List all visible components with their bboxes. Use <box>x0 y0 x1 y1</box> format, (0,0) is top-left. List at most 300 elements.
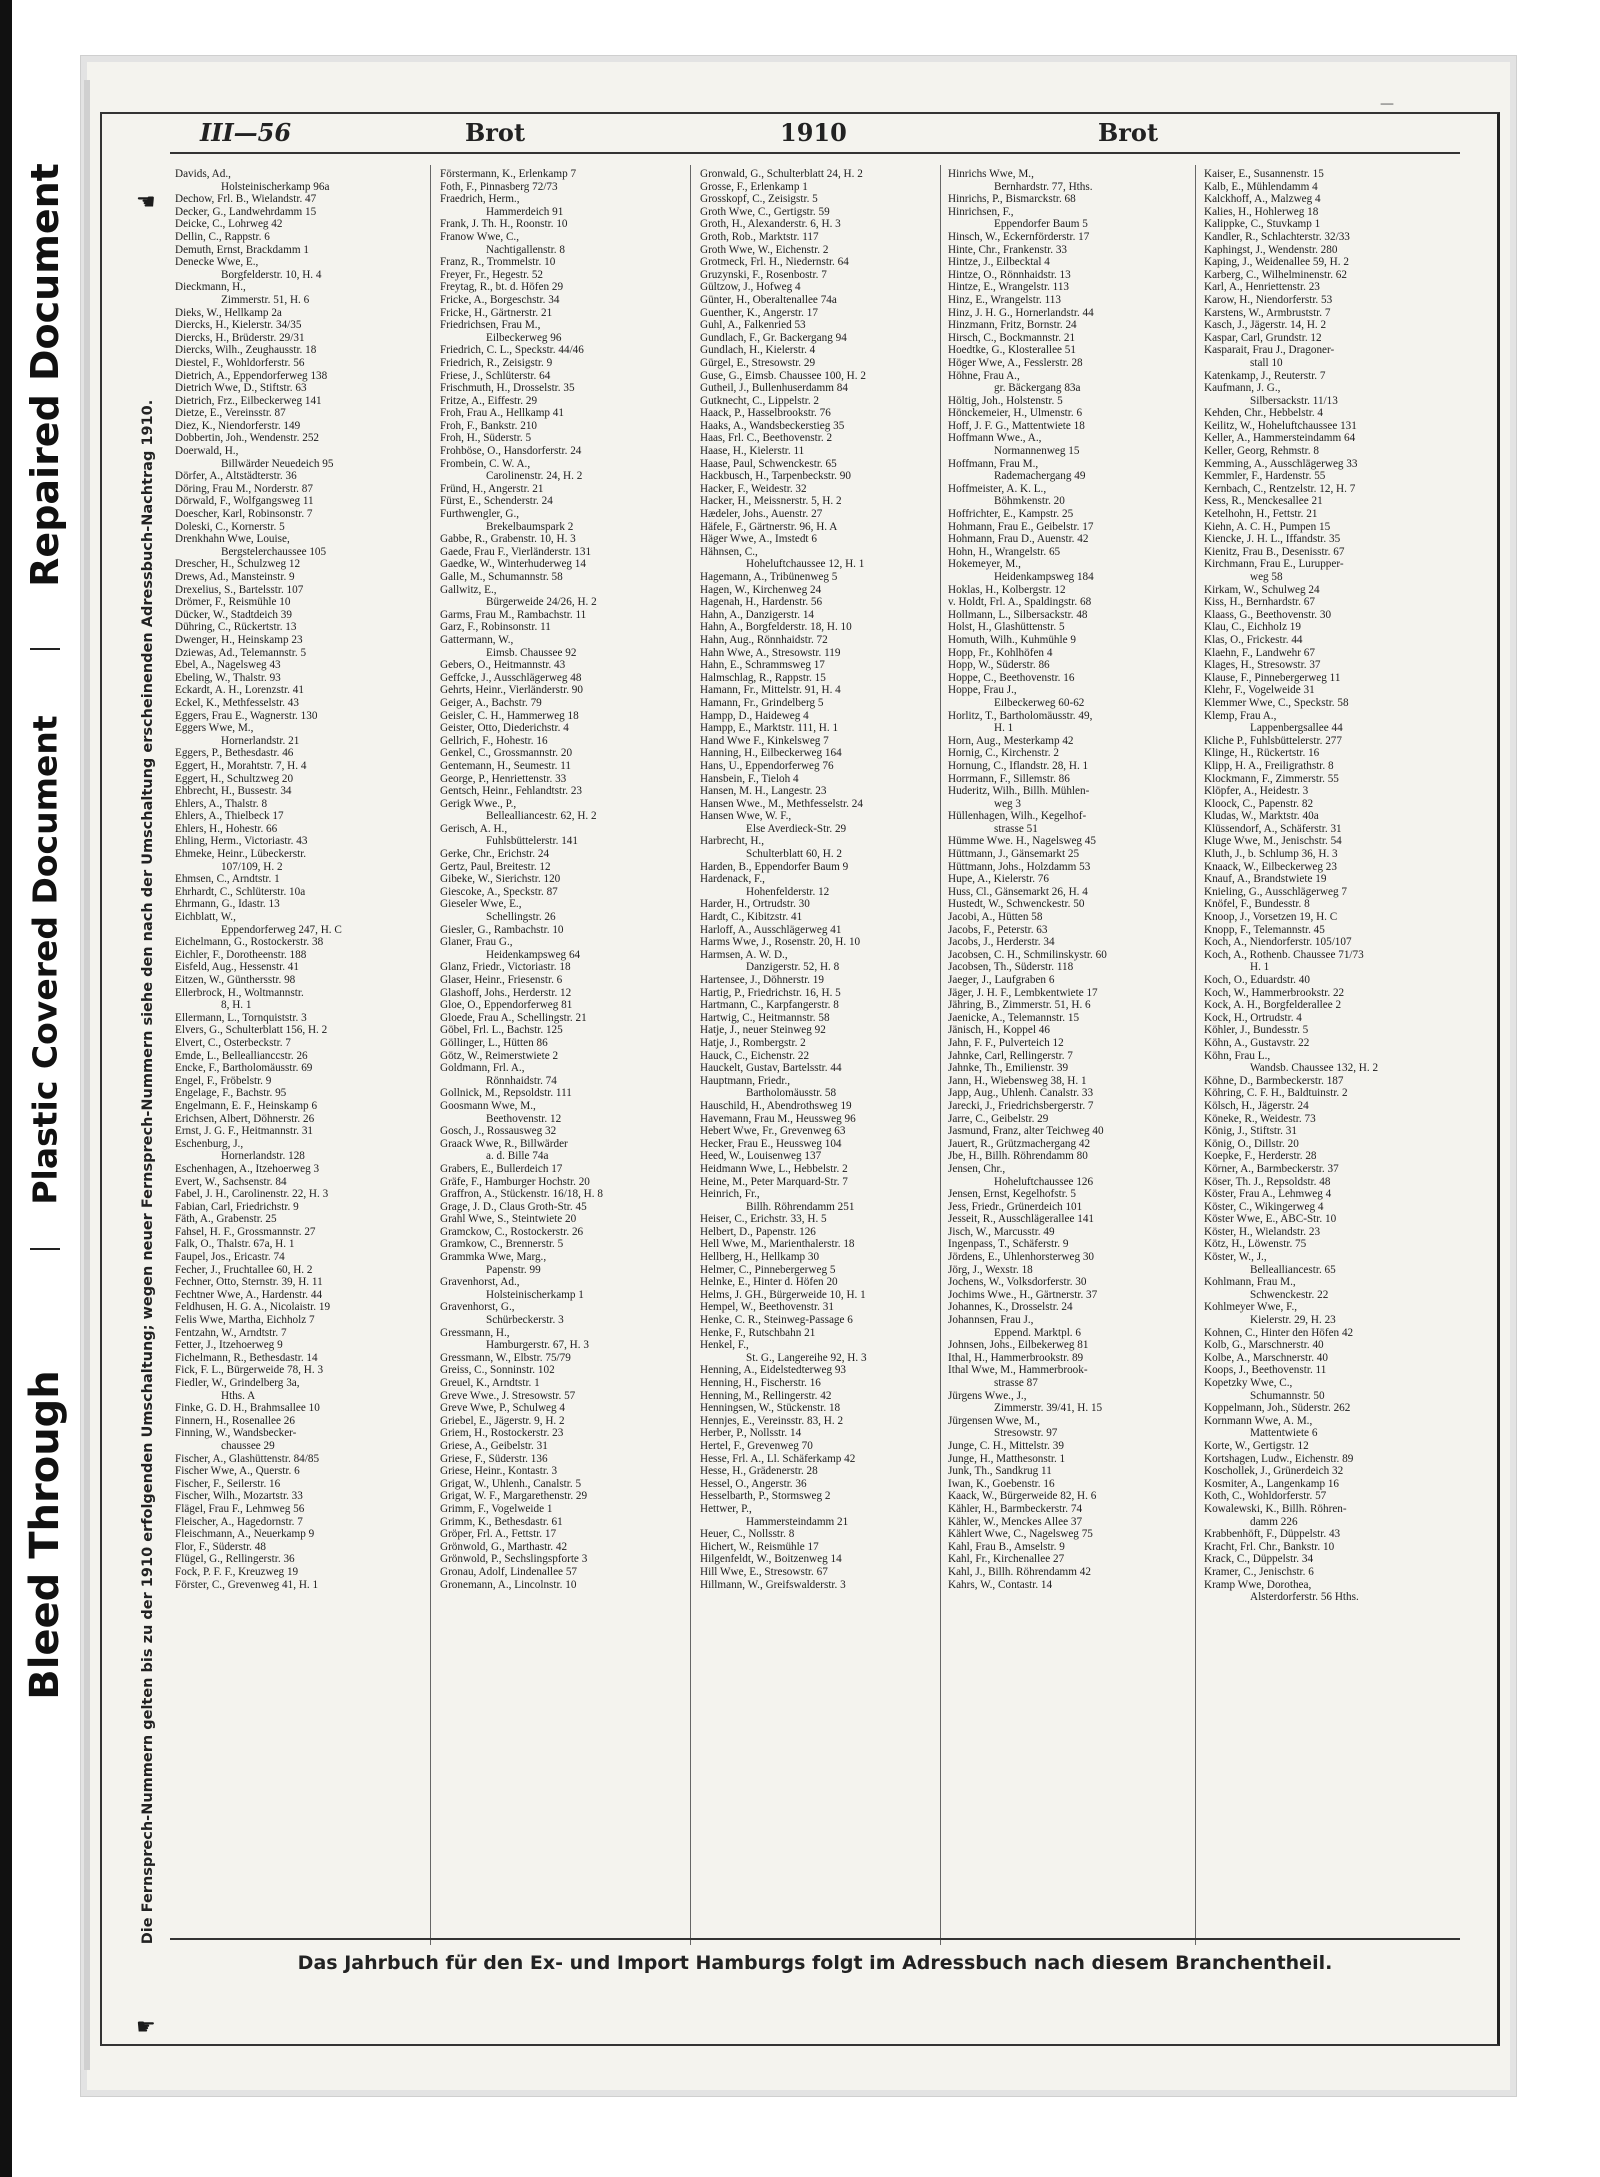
directory-entry: Frank, J. Th. H., Roonstr. 10 <box>440 218 568 231</box>
directory-entry: Hähnsen, C., <box>700 545 758 558</box>
directory-entry: Hettwer, P., <box>700 1502 752 1515</box>
directory-entry: Ebel, A., Nagelsweg 43 <box>175 659 281 672</box>
directory-entry: Förster, C., Grevenweg 41, H. 1 <box>175 1578 319 1591</box>
directory-entry: Kosmiter, A., Langenkamp 16 <box>1204 1477 1340 1490</box>
directory-entry: Harbrecht, H., <box>700 835 764 848</box>
directory-entry: Haack, P., Hasselbrookstr. 76 <box>700 407 831 420</box>
directory-entry: Hoheluftchaussee 12, H. 1 <box>746 558 865 571</box>
directory-entry: Kornmann Wwe, A. M., <box>1204 1414 1313 1427</box>
directory-entry: Köhring, C. F. H., Baldtuinstr. 2 <box>1204 1087 1348 1100</box>
directory-entry: Friedrich, C. L., Speckstr. 44/46 <box>440 344 584 357</box>
directory-entry: Koops, J., Beethovenstr. 11 <box>1204 1364 1327 1377</box>
directory-entry: Jensen, Chr., <box>948 1162 1006 1175</box>
directory-entry: Köneke, R., Weidestr. 73 <box>1204 1112 1316 1125</box>
directory-entry: Hecker, Frau E., Heussweg 104 <box>700 1137 842 1150</box>
directory-entry: Jarecki, J., Friedrichsbergerstr. 7 <box>948 1099 1094 1112</box>
directory-entry: Jasmund, Franz, alter Teichweg 40 <box>948 1125 1104 1138</box>
directory-entry: Doleski, C., Kornerstr. 5 <box>175 520 285 533</box>
directory-entry: König, O., Dillstr. 20 <box>1204 1137 1299 1150</box>
directory-entry: Kaiser, E., Susannenstr. 15 <box>1204 168 1324 180</box>
directory-entry: Frischmuth, H., Drosselstr. 35 <box>440 382 575 395</box>
directory-entry: Kahl, J., Billh. Röhrendamm 42 <box>948 1565 1091 1578</box>
directory-entry: Elvert, C., Osterbeckstr. 7 <box>175 1036 291 1049</box>
directory-entry: Emde, L., Belleallianccstr. 26 <box>175 1049 308 1062</box>
directory-entry: Keller, Georg, Rehmstr. 8 <box>1204 445 1319 458</box>
directory-entry: Goosmann Wwe, M., <box>440 1099 536 1112</box>
directory-entry: Grabers, E., Bullerdeich 17 <box>440 1162 563 1175</box>
directory-entry: Eggers Wwe, M., <box>175 722 254 735</box>
directory-entry: Kaufmann, J. G., <box>1204 382 1281 395</box>
directory-entry: Engel, F., Fröbelstr. 9 <box>175 1074 272 1087</box>
directory-entry: Gloe, O., Eppendorferweg 81 <box>440 999 573 1012</box>
directory-entry: Kahl, Fr., Kirchenallee 27 <box>948 1553 1065 1566</box>
directory-entry: 8, H. 1 <box>221 999 252 1012</box>
directory-entry: Ehlers, H., Hohestr. 66 <box>175 822 278 835</box>
directory-entry: Feldhusen, H. G. A., Nicolaistr. 19 <box>175 1301 331 1314</box>
directory-entry: Schürbeckerstr. 3 <box>486 1314 564 1327</box>
directory-entry: Eppendorferweg 247, H. C <box>221 923 342 936</box>
directory-entry: Haase, H., Kielerstr. 11 <box>700 445 805 458</box>
directory-entry: Fleischer, A., Hagedornstr. 7 <box>175 1515 303 1528</box>
directory-entry: Ehling, Herm., Victoriastr. 43 <box>175 835 308 848</box>
directory-entry: Griebel, E., Jägerstr. 9, H. 2 <box>440 1414 565 1427</box>
directory-entry: Koth, C., Wohldorferstr. 57 <box>1204 1490 1327 1503</box>
directory-entry: H. 1 <box>1250 961 1270 974</box>
directory-entry: Fecher, J., Fruchtallee 60, H. 2 <box>175 1263 313 1276</box>
directory-entry: Hintze, O., Rönnhaidstr. 13 <box>948 268 1071 281</box>
directory-entry: Günter, H., Oberaltenallee 74a <box>700 293 837 306</box>
directory-entry: Dellin, C., Rappstr. 6 <box>175 230 270 243</box>
directory-entry: Kemmler, F., Hardenstr. 55 <box>1204 470 1326 483</box>
directory-entry: Koch, A., Rothenb. Chaussee 71/73 <box>1204 948 1364 961</box>
directory-entry: Gronemann, A., Lincolnstr. 10 <box>440 1578 577 1591</box>
directory-entry: H. 1 <box>994 722 1014 735</box>
directory-entry: Griese, A., Geibelstr. 31 <box>440 1439 548 1452</box>
directory-entry: Köhne, D., Barmbeckerstr. 187 <box>1204 1074 1344 1087</box>
directory-entry: Faupel, Jos., Ericastr. 74 <box>175 1251 285 1264</box>
directory-entry: Helnke, E., Hinter d. Höfen 20 <box>700 1276 838 1289</box>
directory-entry: Kiencke, J. H. L., Iffandstr. 35 <box>1204 533 1341 546</box>
directory-entry: Fabel, J. H., Carolinenstr. 22, H. 3 <box>175 1188 329 1201</box>
directory-entry: Kloock, C., Papenstr. 82 <box>1204 797 1314 810</box>
directory-entry: Fock, P. F. F., Kreuzweg 19 <box>175 1565 299 1578</box>
directory-entry: Harder, H., Ortrudstr. 30 <box>700 898 810 911</box>
directory-entry: Kielerstr. 29, H. 23 <box>1250 1314 1336 1327</box>
directory-entry: Eggers, P., Bethesdastr. 46 <box>175 747 294 760</box>
directory-entry: Huderitz, Wilh., Billh. Mühlen- <box>948 785 1090 798</box>
directory-entry: Gutknecht, C., Lippelstr. 2 <box>700 394 820 407</box>
directory-entry: Felis Wwe, Martha, Eichholz 7 <box>175 1314 315 1327</box>
directory-entry: Freyer, Fr., Hegestr. 52 <box>440 268 544 281</box>
directory-entry: Jann, H., Wiebensweg 38, H. 1 <box>948 1074 1087 1087</box>
directory-entry: Doescher, Karl, Robinsonstr. 7 <box>175 508 313 521</box>
pointing-hand-icon: ☛ <box>136 2015 156 2040</box>
tag-separator <box>30 648 60 650</box>
directory-entry: Homuth, Wilh., Kuhmühle 9 <box>948 633 1076 646</box>
directory-entry: Eichelmann, G., Rostockerstr. 38 <box>175 936 324 949</box>
tag-plastic-label: Plastic Covered Document <box>25 715 65 1205</box>
header-rule <box>170 152 1460 154</box>
directory-entry: Gutheil, J., Bullenhuserdamm 84 <box>700 382 848 395</box>
directory-entry: Hansbein, F., Tieloh 4 <box>700 772 799 785</box>
directory-entry: Jochims Wwe., H., Gärtnerstr. 37 <box>948 1288 1098 1301</box>
directory-entry: Gravenhorst, Ad., <box>440 1276 520 1289</box>
directory-entry: Haase, Paul, Schwenckestr. 65 <box>700 457 837 470</box>
directory-entry: Eggert, H., Schultzweg 20 <box>175 772 294 785</box>
directory-entry: Klehr, F., Vogelweide 31 <box>1204 684 1315 697</box>
directory-entry: Kemming, A., Ausschlägerweg 33 <box>1204 457 1358 470</box>
directory-entry: Griese, F., Süderstr. 136 <box>440 1452 548 1465</box>
directory-entry: Giescoke, A., Speckstr. 87 <box>440 885 558 898</box>
directory-entry: Hoffmeister, A. K. L., <box>948 482 1047 495</box>
directory-entry: Hollmann, L., Silbersackstr. 48 <box>948 608 1088 621</box>
directory-entry: Gürgel, E., Stresowstr. 29 <box>700 356 816 369</box>
directory-entry: Herber, P., Nollsstr. 14 <box>700 1427 802 1440</box>
directory-entry: Hoedtke, G., Klosterallee 51 <box>948 344 1076 357</box>
tag-repaired-label: Repaired Document <box>23 163 67 587</box>
directory-entry: Jbe, H., Billh. Röhrendamm 80 <box>948 1150 1088 1163</box>
directory-entry: Eschenburg, J., <box>175 1137 244 1150</box>
directory-entry: Kähler, H., Barmbeckerstr. 74 <box>948 1502 1083 1515</box>
directory-entry: Carolinenstr. 24, H. 2 <box>486 470 583 483</box>
directory-entry: Nachtigallenstr. 8 <box>486 243 565 256</box>
directory-entry: Jörg, J., Wexstr. 18 <box>948 1263 1033 1276</box>
directory-entry: Fürst, E., Schenderstr. 24 <box>440 495 553 508</box>
directory-entry: Dietrich Wwe, D., Stiftstr. 63 <box>175 382 307 395</box>
directory-entry: Henkel, F., <box>700 1339 749 1352</box>
directory-entry: Gronwald, G., Schulterblatt 24, H. 2 <box>700 168 863 180</box>
directory-entry: Hammerdeich 91 <box>486 205 564 218</box>
directory-entry: Jacobsen, C. H., Schmilinskystr. 60 <box>948 948 1107 961</box>
directory-entry: Huss, Cl., Gänsemarkt 26, H. 4 <box>948 885 1088 898</box>
directory-entry: Knauf, A., Brandstwiete 19 <box>1204 873 1327 886</box>
directory-entry: Junge, C. H., Mittelstr. 39 <box>948 1439 1064 1452</box>
directory-entry: Jochens, W., Volksdorferstr. 30 <box>948 1276 1087 1289</box>
directory-entry: Höhne, Frau A., <box>948 369 1020 382</box>
directory-entry: Graack Wwe, R., Billwärder <box>440 1137 568 1150</box>
directory-entry: Henning, H., Fischerstr. 16 <box>700 1377 821 1389</box>
directory-entry: Helmer, C., Pinnebergerweg 5 <box>700 1263 836 1276</box>
directory-entry: Dietze, E., Vereinsstr. 87 <box>175 407 286 420</box>
directory-entry: Jarre, C., Geibelstr. 29 <box>948 1112 1049 1125</box>
directory-entry: Hebert Wwe, Fr., Grevenweg 63 <box>700 1125 846 1138</box>
directory-entry: Hauckelt, Gustav, Bartelsstr. 44 <box>700 1062 842 1075</box>
directory-entry: Hell Wwe, M., Marienthalerstr. 18 <box>700 1238 855 1251</box>
directory-entry: Klinge, H., Rückertstr. 16 <box>1204 747 1320 760</box>
directory-entry: Fuhlsbüttelerstr. 141 <box>486 835 578 848</box>
directory-entry: Kasparait, Frau J., Dragoner- <box>1204 344 1335 357</box>
directory-entry: König, J., Stiftstr. 31 <box>1204 1125 1297 1138</box>
directory-entry: stall 10 <box>1250 356 1283 369</box>
directory-entry: Hokemeyer, M., <box>948 558 1021 571</box>
directory-entry: Klages, H., Stresowstr. 37 <box>1204 659 1321 672</box>
directory-entry: Jaeger, J., Laufgraben 6 <box>948 974 1055 986</box>
directory-entry: Jahn, F. F., Pulverteich 12 <box>948 1036 1064 1049</box>
directory-entry: Jacobsen, Th., Süderstr. 118 <box>948 961 1074 974</box>
directory-entry: Hinrichsen, F., <box>948 205 1014 218</box>
directory-entry: Eckel, K., Methfesselstr. 43 <box>175 696 299 709</box>
directory-entry: Hesse, H., Grädenerstr. 28 <box>700 1465 818 1478</box>
directory-entry: Dziewas, Ad., Telemannstr. 5 <box>175 646 307 659</box>
directory-entry: Fick, F. L., Bürgerweide 78, H. 3 <box>175 1364 324 1377</box>
tag-repaired-document <box>18 130 72 620</box>
directory-entry: Köster, C., Wikingerweg 4 <box>1204 1200 1324 1213</box>
directory-entry: Gramckow, C., Rostockerstr. 26 <box>440 1225 584 1238</box>
directory-entry: Johnsen, Johs., Eilbekerweg 81 <box>948 1339 1089 1352</box>
directory-entry: Knöfel, F., Bundesstr. 8 <box>1204 898 1310 911</box>
directory-entry: Fleischmann, A., Neuerkamp 9 <box>175 1528 315 1541</box>
page-footer-notice: Das Jahrbuch für den Ex- und Import Hamburgs folgt im Adressbuch nach diesem Branchentheil. <box>297 1952 1333 1974</box>
directory-entry: Heine, M., Peter Marquard-Str. 7 <box>700 1175 848 1188</box>
page-mark: — <box>1380 96 1394 112</box>
directory-entry: Greiss, C., Sonninstr. 102 <box>440 1364 555 1377</box>
directory-entry: Höger Wwe, A., Fesslerstr. 28 <box>948 356 1083 369</box>
directory-entry: Frohböse, O., Hansdorferstr. 24 <box>440 445 582 458</box>
directory-column-3 <box>700 168 932 1938</box>
directory-entry: Eilbeckerweg 60-62 <box>994 696 1085 709</box>
directory-entry: Dörfer, A., Altstädterstr. 36 <box>175 470 297 483</box>
directory-entry: Hohenfelderstr. 12 <box>746 885 830 898</box>
directory-entry: Zimmerstr. 51, H. 6 <box>221 293 310 306</box>
directory-entry: Hillmann, W., Greifswalderstr. 3 <box>700 1578 846 1591</box>
directory-entry: Kasch, J., Jägerstr. 14, H. 2 <box>1204 319 1327 332</box>
directory-entry: Heuer, C., Nollsstr. 8 <box>700 1528 795 1541</box>
directory-entry: Evert, W., Sachsenstr. 84 <box>175 1175 287 1188</box>
directory-entry: Schumannstr. 50 <box>1250 1389 1325 1402</box>
directory-entry: Hoheluftchaussee 126 <box>994 1175 1094 1188</box>
directory-entry: Hagenah, H., Hardenstr. 56 <box>700 596 823 609</box>
directory-entry: Kluth, J., b. Schlump 36, H. 3 <box>1204 848 1338 861</box>
directory-entry: Hatje, J., neuer Steinweg 92 <box>700 1024 826 1037</box>
directory-entry: Glanz, Friedr., Victoriastr. 18 <box>440 961 571 974</box>
directory-entry: Drenkhahn Wwe, Louise, <box>175 533 290 546</box>
directory-entry: Eitzen, W., Günthersstr. 98 <box>175 974 296 986</box>
directory-entry: v. Holdt, Frl. A., Spaldingstr. 68 <box>948 596 1092 609</box>
directory-entry: Klau, C., Eichholz 19 <box>1204 621 1301 634</box>
directory-entry: Kalckhoff, A., Malzweg 4 <box>1204 193 1321 206</box>
directory-entry: Grönwold, P., Sechslingspforte 3 <box>440 1553 588 1566</box>
directory-entry: Greve Wwe., J. Stresowstr. 57 <box>440 1389 576 1402</box>
directory-column-5 <box>1204 168 1450 1938</box>
directory-entry: Geister, Otto, Diederichstr. 4 <box>440 722 569 735</box>
directory-entry: Hempel, W., Beethovenstr. 31 <box>700 1301 834 1314</box>
directory-entry: Glashoff, Johs., Herderstr. 12 <box>440 986 572 999</box>
directory-entry: Hinte, Chr., Frankenstr. 33 <box>948 243 1068 256</box>
directory-entry: Klöpfer, A., Heidestr. 3 <box>1204 785 1309 798</box>
directory-entry: Hauptmann, Friedr., <box>700 1074 791 1087</box>
directory-entry: Gerisch, A. H., <box>440 822 508 835</box>
directory-entry: Harms Wwe, J., Rosenstr. 20, H. 10 <box>700 936 861 949</box>
directory-entry: Hardt, C., Kibitzstr. 41 <box>700 911 803 924</box>
directory-entry: Kopetzky Wwe, C., <box>1204 1377 1293 1389</box>
directory-entry: Jahnke, Carl, Rellingerstr. 7 <box>948 1049 1073 1062</box>
directory-entry: Hahn Wwe, A., Stresowstr. 119 <box>700 646 841 659</box>
column-divider <box>690 165 691 1945</box>
directory-entry: Ellerbrock, H., Woltmannstr. <box>175 986 304 999</box>
directory-entry: Fricke, A., Borgeschstr. 34 <box>440 293 560 306</box>
directory-entry: Fiedler, W., Grindelberg 3a, <box>175 1377 300 1389</box>
directory-entry: Dietrich, Frz., Eilbeckerweg 141 <box>175 394 322 407</box>
directory-entry: Hoff, J. F. G., Mattentwiete 18 <box>948 419 1085 432</box>
directory-entry: Holst, H., Glashüttenstr. 5 <box>948 621 1065 634</box>
directory-entry: Dörwald, F., Wolfgangsweg 11 <box>175 495 314 508</box>
directory-entry: Gramkow, C., Brennerstr. 5 <box>440 1238 564 1251</box>
directory-entry: Fricke, H., Gärtnerstr. 21 <box>440 306 553 319</box>
directory-entry: Hahn, Aug., Rönnhaidstr. 72 <box>700 633 828 646</box>
directory-entry: Heiser, C., Erichstr. 33, H. 5 <box>700 1213 827 1226</box>
directory-entry: strasse 87 <box>994 1377 1038 1389</box>
directory-entry: Heidenkampsweg 64 <box>486 948 581 961</box>
tag-bleed-through <box>18 1255 72 1815</box>
side-margin-note: Die Fernsprech-Nummern gelten bis zu der 1910 erfolgenden Umschaltung; wegen neuer Fernsprech-Nummern siehe den nach der Umschaltung erscheinenden Adressbuch-Nachtrag 1910. <box>140 399 156 1945</box>
directory-entry: Gressmann, W., Elbstr. 75/79 <box>440 1351 571 1364</box>
directory-entry: Kirkam, W., Schulweg 24 <box>1204 583 1320 596</box>
directory-entry: Kock, H., Ortrudstr. 4 <box>1204 1011 1302 1024</box>
page-number: III—56 <box>200 118 292 147</box>
directory-entry: gr. Bäckergang 83a <box>994 382 1081 395</box>
directory-entry: Gressmann, H., <box>440 1326 510 1339</box>
directory-entry: Glaner, Frau G., <box>440 936 513 949</box>
directory-entry: Dobbertin, Joh., Wendenstr. 252 <box>175 432 320 445</box>
directory-entry: Kludas, W., Marktstr. 40a <box>1204 810 1319 823</box>
directory-entry: Köster, W., J., <box>1204 1251 1267 1264</box>
directory-entry: Jess, Friedr., Grünerdeich 101 <box>948 1200 1083 1213</box>
directory-entry: Hamburgerstr. 67, H. 3 <box>486 1339 589 1352</box>
directory-entry: Hahn, A., Danzigerstr. 14 <box>700 608 815 621</box>
directory-entry: Klemp, Frau A., <box>1204 709 1277 722</box>
directory-entry: Hansen Wwe., M., Methfesselstr. 24 <box>700 797 863 810</box>
directory-entry: Kohlmann, Frau M., <box>1204 1276 1296 1289</box>
directory-entry: Koch, W., Hammerbrookstr. 22 <box>1204 986 1345 999</box>
directory-entry: Hohmann, Frau D., Auenstr. 42 <box>948 533 1089 546</box>
directory-entry: Hornung, C., Iflandstr. 28, H. 1 <box>948 759 1089 772</box>
directory-entry: Falk, O., Thalstr. 67a, H. 1 <box>175 1238 295 1251</box>
directory-entry: Hacker, F., Weidestr. 32 <box>700 482 807 495</box>
directory-entry: Hansen, M. H., Langestr. 23 <box>700 785 827 798</box>
directory-entry: Hinsch, W., Eckernförderstr. 17 <box>948 230 1090 243</box>
directory-entry: Diestel, F., Wohldorferstr. 56 <box>175 356 305 369</box>
directory-entry: Jauert, R., Grützmachergang 42 <box>948 1137 1091 1150</box>
directory-entry: Rademachergang 49 <box>994 470 1086 483</box>
directory-entry: Hüttmann, J., Gänsemarkt 25 <box>948 848 1080 861</box>
directory-entry: Helms, J. GH., Bürgerweide 10, H. 1 <box>700 1288 866 1301</box>
directory-entry: Henning, M., Rellingerstr. 42 <box>700 1389 832 1402</box>
directory-entry: Hoppe, Frau J., <box>948 684 1017 697</box>
directory-entry: Harden, B., Eppendorfer Baum 9 <box>700 860 849 873</box>
directory-entry: Gerke, Chr., Erichstr. 24 <box>440 848 550 861</box>
directory-entry: Kernbach, C., Rentzelstr. 12, H. 7 <box>1204 482 1356 495</box>
directory-entry: Fechtner Wwe, A., Hardenstr. 44 <box>175 1288 323 1301</box>
header-year: 1910 <box>780 118 847 147</box>
directory-entry: Grimm, F., Vogelweide 1 <box>440 1502 553 1515</box>
directory-entry: Kehden, Chr., Hebbelstr. 4 <box>1204 407 1324 420</box>
directory-entry: Geiger, A., Bachstr. 79 <box>440 696 542 709</box>
directory-entry: Hoklas, H., Kolbergstr. 12 <box>948 583 1066 596</box>
directory-entry: Klause, F., Pinnebergerweg 11 <box>1204 671 1341 684</box>
directory-entry: Hohn, H., Wrangelstr. 65 <box>948 545 1061 558</box>
directory-entry: Eggers, Frau E., Wagnerstr. 130 <box>175 709 318 722</box>
directory-entry: Gabbe, R., Grabenstr. 10, H. 3 <box>440 533 576 546</box>
directory-entry: Gosch, J., Rossausweg 32 <box>440 1125 557 1138</box>
directory-entry: Göbel, Frl. L., Bachstr. 125 <box>440 1024 563 1037</box>
directory-entry: Griem, H., Rostockerstr. 23 <box>440 1427 564 1440</box>
directory-entry: Heed, W., Louisenweg 137 <box>700 1150 822 1163</box>
directory-entry: Garz, F., Robinsonstr. 11 <box>440 621 551 634</box>
directory-entry: Hartensee, J., Döhnerstr. 19 <box>700 974 824 986</box>
directory-entry: a. d. Bille 74a <box>486 1150 549 1163</box>
directory-entry: Froh, H., Süderstr. 5 <box>440 432 532 445</box>
directory-entry: Gertz, Paul, Breitestr. 12 <box>440 860 551 873</box>
directory-entry: Kaphingst, J., Wendenstr. 280 <box>1204 243 1338 256</box>
directory-entry: Junge, H., Matthesonstr. 1 <box>948 1452 1066 1465</box>
directory-entry: Kracht, Frl. Chr., Bankstr. 10 <box>1204 1540 1335 1553</box>
directory-entry: Mattentwiete 6 <box>1250 1427 1318 1440</box>
directory-entry: Gattermann, W., <box>440 633 514 646</box>
directory-entry: Silbersackstr. 11/13 <box>1250 394 1338 407</box>
directory-entry: Hesse, Frl. A., Ll. Schäferkamp 42 <box>700 1452 856 1465</box>
directory-entry: Garms, Frau M., Rambachstr. 11 <box>440 608 587 621</box>
directory-entry: Gloede, Frau A., Schellingstr. 21 <box>440 1011 587 1024</box>
directory-entry: Freytag, R., bt. d. Höfen 29 <box>440 281 564 294</box>
directory-entry: Ernst, J. G. F., Heitmannstr. 31 <box>175 1125 314 1138</box>
directory-entry: Else Averdieck-Str. 29 <box>746 822 847 835</box>
directory-entry: Guenther, K., Angerstr. 17 <box>700 306 818 319</box>
directory-entry: Ehrmann, G., Idastr. 13 <box>175 898 280 911</box>
header-left-word: Brot <box>465 118 526 147</box>
directory-entry: Kaspar, Carl, Grundstr. 12 <box>1204 331 1322 344</box>
directory-entry: Hoffrichter, E., Kampstr. 25 <box>948 508 1074 521</box>
directory-entry: Köster, Frau A., Lehmweg 4 <box>1204 1188 1332 1201</box>
directory-entry: Fischer, Wilh., Mozartstr. 33 <box>175 1490 303 1503</box>
directory-entry: 107/109, H. 2 <box>221 860 283 873</box>
directory-entry: Henningsen, W., Stückenstr. 18 <box>700 1402 841 1415</box>
directory-entry: Heinrich, Fr., <box>700 1188 760 1201</box>
directory-entry: Denecke Wwe, E., <box>175 256 259 269</box>
directory-entry: Glaser, Heinr., Friesenstr. 6 <box>440 974 563 986</box>
directory-entry: Geffcke, J., Ausschlägerweg 48 <box>440 671 582 684</box>
directory-entry: Groth Wwe, C., Gertigstr. 59 <box>700 205 830 218</box>
directory-entry: Gruzynski, F., Rosenbostr. 7 <box>700 268 827 281</box>
directory-entry: Gerigk Wwe., P., <box>440 797 517 810</box>
directory-entry: Drexelius, S., Bartelsstr. 107 <box>175 583 304 596</box>
directory-entry: Hornerlandstr. 128 <box>221 1150 305 1163</box>
directory-entry: Korte, W., Gertigstr. 12 <box>1204 1439 1309 1452</box>
directory-entry: Hichert, W., Reismühle 17 <box>700 1540 819 1553</box>
directory-entry: Holsteinischerkamp 1 <box>486 1288 584 1301</box>
directory-entry: Horn, Aug., Mesterkamp 42 <box>948 734 1074 747</box>
directory-entry: Eggert, H., Morahtstr. 7, H. 4 <box>175 759 307 772</box>
directory-entry: Grigat, W., Uhlenh., Canalstr. 5 <box>440 1477 582 1490</box>
directory-entry: Grönwold, G., Marthastr. 42 <box>440 1540 568 1553</box>
directory-entry: Jesseit, R., Ausschlägerallee 141 <box>948 1213 1095 1226</box>
directory-entry: Harloff, A., Ausschlägerweg 41 <box>700 923 842 936</box>
directory-entry: Graffron, A., Stückenstr. 16/18, H. 8 <box>440 1188 603 1201</box>
directory-entry: Klockmann, F., Zimmerstr. 55 <box>1204 772 1339 785</box>
directory-entry: Kalb, E., Mühlendamm 4 <box>1204 180 1318 193</box>
directory-entry: Ehmsen, C., Arndtstr. 1 <box>175 873 280 886</box>
directory-entry: Kess, R., Menckesallee 21 <box>1204 495 1323 508</box>
directory-entry: Eppend. Marktpl. 6 <box>994 1326 1081 1339</box>
directory-entry: Göllinger, L., Hütten 86 <box>440 1036 548 1049</box>
directory-entry: Hartmann, C., Karpfangerstr. 8 <box>700 999 839 1012</box>
directory-entry: Rönnhaidstr. 74 <box>486 1074 557 1087</box>
directory-entry: Gaedke, W., Winterhuderweg 14 <box>440 558 586 571</box>
directory-entry: Hopp, Fr., Kohlhöfen 4 <box>948 646 1053 659</box>
directory-entry: Ithal Wwe, M., Hammerbrook- <box>948 1364 1088 1377</box>
directory-entry: Horrmann, F., Sillemstr. 86 <box>948 772 1070 785</box>
directory-entry: Eimsb. Chaussee 92 <box>486 646 577 659</box>
directory-entry: Danzigerstr. 52, H. 8 <box>746 961 840 974</box>
